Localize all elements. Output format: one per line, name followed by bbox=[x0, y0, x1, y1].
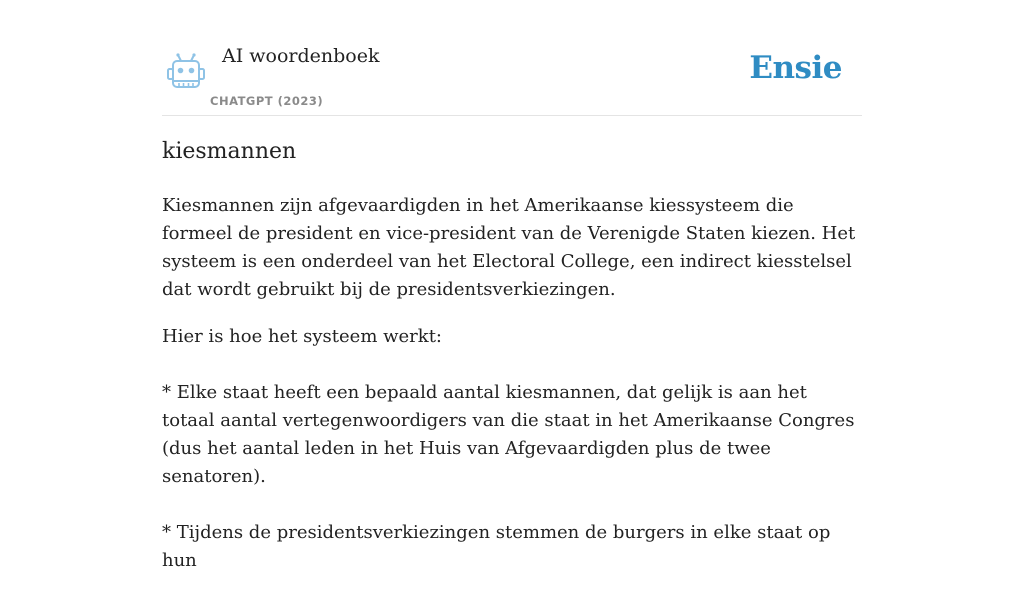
entry-content bbox=[162, 192, 862, 594]
page-title: kiesmannen bbox=[162, 139, 297, 164]
definition-paragraph: Kiesmannen zijn afgevaardigden in het Amerikaanse kiessysteem die formeel de president en vice-president van de Verenigde Staten kiezen. Het systeem is een onderdeel van het Electoral College, een indirect kiesstelsel dat wordt gebruikt bij de presidentsverkiezingen. bbox=[162, 195, 856, 300]
site-subtitle: CHATGPT (2023) bbox=[210, 94, 324, 108]
robot-icon bbox=[166, 52, 206, 90]
bullet-paragraph: * Elke staat heeft een bepaald aantal kiesmannen, dat gelijk is aan het totaal aantal vertegenwoordigers van die staat in het Amerikaanse Congres (dus het aantal leden in het Huis van Afgevaardigden plus de twee senatoren). bbox=[162, 382, 855, 487]
site-title[interactable]: AI woordenboek bbox=[222, 45, 380, 67]
header bbox=[162, 40, 862, 116]
brand-logo[interactable]: Ensie bbox=[749, 50, 842, 86]
bullet-paragraph: * Tijdens de presidentsverkiezingen stemmen de burgers in elke staat op hun bbox=[162, 522, 831, 571]
intro-paragraph: Hier is hoe het systeem werkt: bbox=[162, 326, 442, 347]
